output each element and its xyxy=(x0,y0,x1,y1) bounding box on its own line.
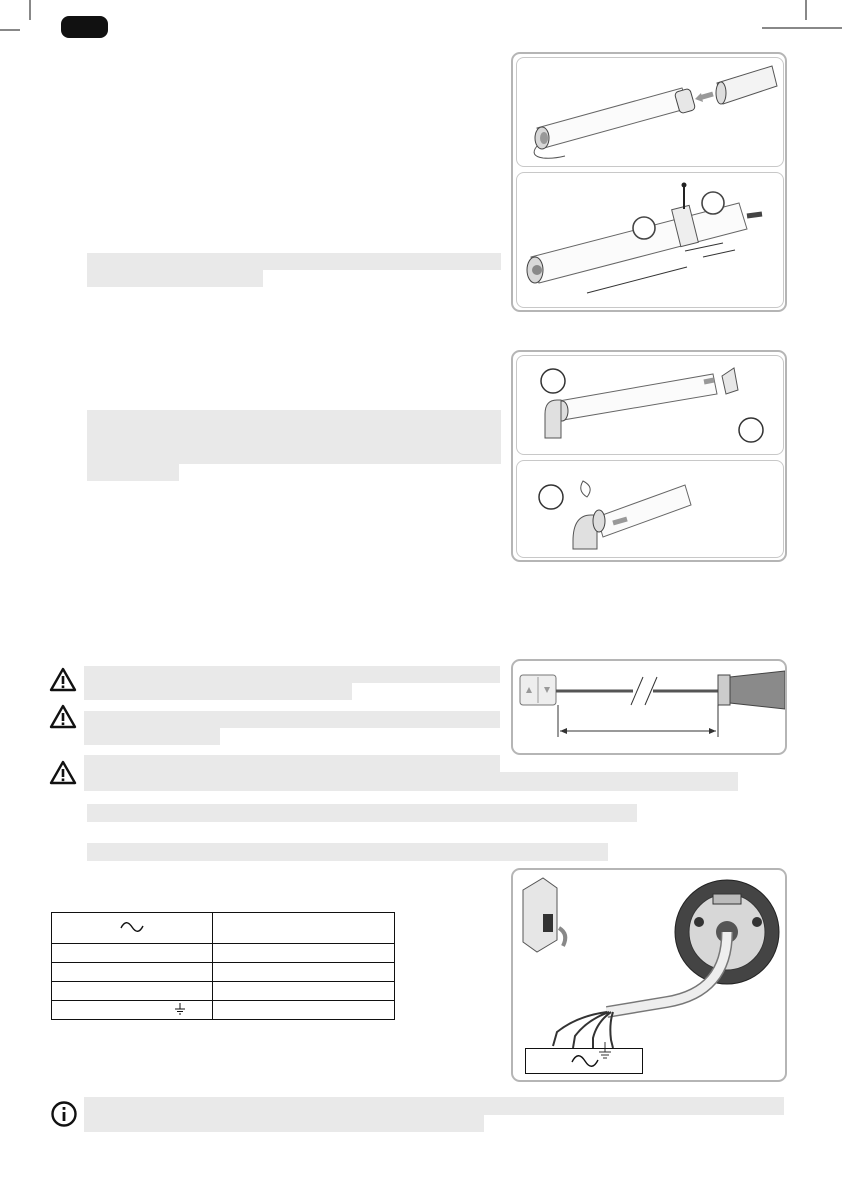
table-row xyxy=(52,1001,395,1020)
note-bar-4 xyxy=(87,843,608,861)
warning-bar-2a xyxy=(84,711,500,728)
motor-bracket-illustration xyxy=(517,461,784,558)
wiring-table-header-cell xyxy=(52,913,213,944)
info-icon xyxy=(50,1100,78,1128)
note-bar-1b xyxy=(87,270,263,287)
figure-motor-clip-mounting xyxy=(516,172,784,308)
warning-icon xyxy=(49,760,77,786)
note-bar-1a xyxy=(87,253,501,270)
cable-length-illustration xyxy=(513,661,785,753)
warning-bar-3a xyxy=(84,755,500,772)
note-bar-2a xyxy=(87,410,501,428)
motor-clip-illustration xyxy=(517,173,784,308)
table-cell xyxy=(213,963,395,982)
figure-panel-cable-length xyxy=(511,659,787,755)
warning-icon xyxy=(49,704,77,730)
warning-bar-2b xyxy=(84,728,220,745)
ground-icon xyxy=(174,1003,186,1015)
table-row xyxy=(52,944,395,963)
warning-bar-1b xyxy=(84,683,352,700)
table-cell xyxy=(213,944,395,963)
table-row xyxy=(52,963,395,982)
figure-panel-motor-insertion xyxy=(511,52,787,312)
ac-symbol-icon xyxy=(526,1049,644,1073)
language-badge xyxy=(61,16,108,38)
info-bar-a xyxy=(84,1097,784,1115)
brackets-illustration xyxy=(517,356,784,455)
note-bar-2d xyxy=(87,464,179,481)
figure-panel-wiring xyxy=(511,868,787,1082)
table-cell xyxy=(213,1001,395,1020)
note-bar-2b xyxy=(87,428,501,446)
warning-icon xyxy=(49,667,77,693)
crop-mark-top-left xyxy=(0,0,40,40)
motor-tube-illustration xyxy=(517,58,784,167)
note-bar-2c xyxy=(87,446,501,464)
figure-motor-bracket-clip xyxy=(516,460,784,558)
note-bar-3 xyxy=(87,804,637,822)
table-cell-ground xyxy=(52,1001,213,1020)
warning-bar-1a xyxy=(84,666,500,683)
table-row xyxy=(52,982,395,1001)
table-cell xyxy=(52,963,213,982)
circuit-breaker-icon xyxy=(523,878,565,952)
ac-symbol-icon xyxy=(118,920,146,934)
figure-motor-into-tube xyxy=(516,57,784,167)
figure-tube-on-brackets xyxy=(516,355,784,455)
figure-panel-brackets xyxy=(511,350,787,562)
table-cell xyxy=(52,982,213,1001)
table-cell xyxy=(52,944,213,963)
wiring-table-header xyxy=(52,913,395,944)
info-bar-b xyxy=(84,1115,484,1132)
crop-mark-top-right xyxy=(762,0,842,40)
wiring-table-header-cell xyxy=(213,913,395,944)
warning-bar-3b xyxy=(84,772,738,791)
table-cell xyxy=(213,982,395,1001)
ac-supply-box xyxy=(525,1048,643,1074)
wiring-table xyxy=(51,912,395,1020)
